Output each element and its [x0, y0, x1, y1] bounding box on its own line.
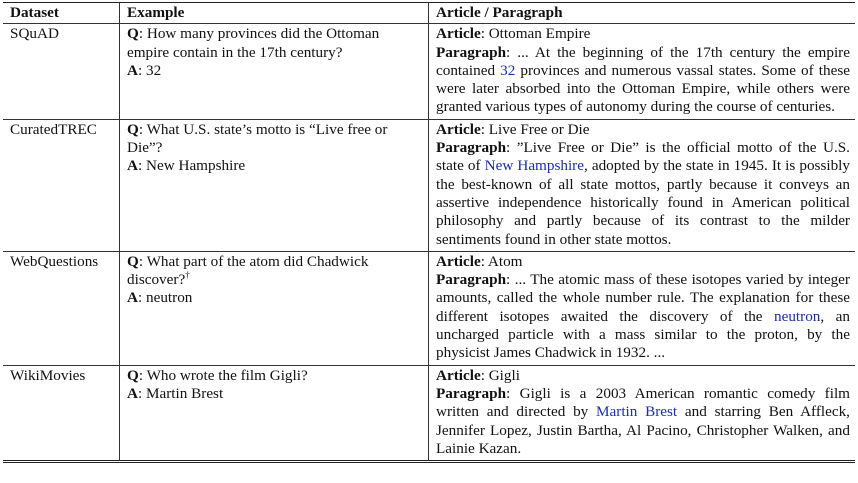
article-title: Gigli — [488, 366, 520, 384]
article-line: Article: Atom — [436, 252, 523, 270]
dataset-name: SQuAD — [3, 24, 120, 118]
paragraph-line: Paragraph: ”Live Free or Die” is the official motto of the U.S. state of New Hampshire, adopted by the state in 1945. It is possibly the best-known of all state mottos, partly because it conveys an assertive independence historically found in American political philosophy and partly because of its contrast to the milder sentiments found in other state mottos. — [436, 139, 850, 248]
table-body — [3, 24, 855, 460]
header-example: Example — [120, 3, 429, 23]
question-line: Q: How many provinces did the Ottoman empire contain in the 17th century? — [127, 25, 380, 61]
dataset-name: WebQuestions — [3, 252, 120, 365]
answer-label: A — [127, 157, 138, 175]
question-text: Who wrote the film Gigli? — [146, 366, 308, 384]
paragraph-line: Paragraph: ... The atomic mass of these isotopes varied by integer amounts, called the whole number rule. The explanation for these different isotopes awaited the discovery of the neutron, an uncharged particle with a mass similar to the proton, by the physicist James Chadwick in 1932. ... — [436, 271, 850, 362]
article-label: Article — [436, 25, 481, 43]
answer-label: A — [127, 384, 138, 402]
article-label: Article — [436, 366, 481, 384]
table-header-row — [3, 3, 855, 24]
paragraph-answer-highlight: 32 — [500, 61, 516, 79]
answer-line: A: New Hampshire — [127, 157, 246, 175]
article-paragraph-cell — [429, 24, 855, 118]
article-title: Live Free or Die — [488, 120, 590, 138]
paragraph-line: Paragraph: Gigli is a 2003 American romantic comedy film written and directed by Martin Brest and starring Ben Affleck, Jennifer Lopez, Justin Bartha, Al Pacino, Christopher Walken, and Lainie Kazan. — [436, 384, 850, 457]
article-title: Ottoman Empire — [488, 25, 591, 43]
question-text: What part of the atom did Chadwick discover? — [127, 252, 369, 289]
paragraph-label: Paragraph — [436, 139, 507, 157]
table-row — [3, 366, 855, 460]
answer-line: A: neutron — [127, 289, 193, 307]
example-cell — [120, 252, 429, 365]
paragraph-answer-highlight: neutron — [774, 307, 821, 325]
examples-table — [3, 2, 855, 463]
table-row — [3, 252, 855, 366]
dataset-name: CuratedTREC — [3, 120, 120, 251]
article-label: Article — [436, 120, 481, 138]
question-line: Q: Who wrote the film Gigli? — [127, 366, 308, 384]
paragraph-text-after: provinces and numerous vassal states. Some of these were later absorbed into the Ottoman Empire, while others were granted various types of autonomy during the course of centuries. — [436, 61, 850, 116]
question-line: Q: What U.S. state’s motto is “Live free or Die”? — [127, 120, 388, 157]
answer-text: Martin Brest — [146, 384, 224, 402]
article-line: Article: Gigli — [436, 366, 520, 384]
question-line: Q: What part of the atom did Chadwick discover?† — [127, 252, 369, 289]
article-paragraph-cell — [429, 120, 855, 251]
article-label: Article — [436, 252, 481, 270]
table-row — [3, 24, 855, 119]
answer-label: A — [127, 289, 138, 307]
question-footnote-mark: † — [185, 270, 190, 281]
example-cell — [120, 366, 429, 460]
paragraph-line: Paragraph: ... At the beginning of the 17th century the empire contained 32 provinces and numerous vassal states. Some of these were later absorbed into the Ottoman Empire, while others were granted various types of autonomy during the course of centuries. — [436, 43, 850, 116]
paragraph-label: Paragraph — [436, 271, 507, 289]
question-text: How many provinces did the Ottoman empire contain in the 17th century? — [127, 25, 380, 61]
article-paragraph-cell — [429, 366, 855, 460]
question-label: Q — [127, 120, 139, 138]
question-text: What U.S. state’s motto is “Live free or Die”? — [127, 120, 388, 157]
example-cell — [120, 120, 429, 251]
header-dataset: Dataset — [3, 3, 120, 23]
paragraph-text-after: and starring Ben Affleck, Jennifer Lopez, Justin Bartha, Al Pacino, Christopher Walken, and Lainie Kazan. — [436, 403, 850, 457]
paragraph-text-after: , an uncharged particle with a mass similar to the proton, by the physicist James Chadwick in 1932. ... — [436, 307, 850, 362]
answer-line: A: 32 — [127, 61, 162, 79]
table-row — [3, 120, 855, 252]
header-article-paragraph: Article / Paragraph — [436, 4, 563, 21]
paragraph-text-before: ... At the beginning of the 17th century the empire contained — [436, 43, 850, 79]
paragraph-text-before: ... The atomic mass of these isotopes varied by integer amounts, called the whole number rule. The explanation for these different isotopes awaited the discovery of the — [436, 271, 850, 325]
question-label: Q — [127, 366, 139, 384]
question-label: Q — [127, 25, 139, 43]
answer-text: neutron — [146, 289, 193, 307]
article-title: Atom — [487, 252, 523, 270]
article-line: Article: Ottoman Empire — [436, 25, 591, 43]
question-label: Q — [127, 252, 139, 270]
paragraph-text-before: Gigli is a 2003 American romantic comedy film written and directed by — [436, 384, 850, 421]
paragraph-answer-highlight: New Hampshire — [484, 157, 584, 175]
paragraph-text-after: , adopted by the state in 1945. It is possibly the best-known of all state mottos, partly because it conveys an assertive independence historically found in American political philosophy and partly because of its contrast to the milder sentiments found in other state mottos. — [436, 157, 850, 248]
answer-text: New Hampshire — [146, 157, 246, 175]
example-cell — [120, 24, 429, 118]
paragraph-answer-highlight: Martin Brest — [596, 403, 678, 421]
dataset-name: WikiMovies — [3, 366, 120, 460]
article-paragraph-cell — [429, 252, 855, 365]
answer-label: A — [127, 61, 138, 79]
paragraph-text-before: ”Live Free or Die” is the official motto of the U.S. state of — [436, 139, 850, 175]
answer-text: 32 — [146, 61, 162, 79]
article-line: Article: Live Free or Die — [436, 120, 590, 138]
paragraph-label: Paragraph — [436, 43, 507, 61]
paragraph-label: Paragraph — [436, 384, 507, 402]
answer-line: A: Martin Brest — [127, 384, 224, 402]
